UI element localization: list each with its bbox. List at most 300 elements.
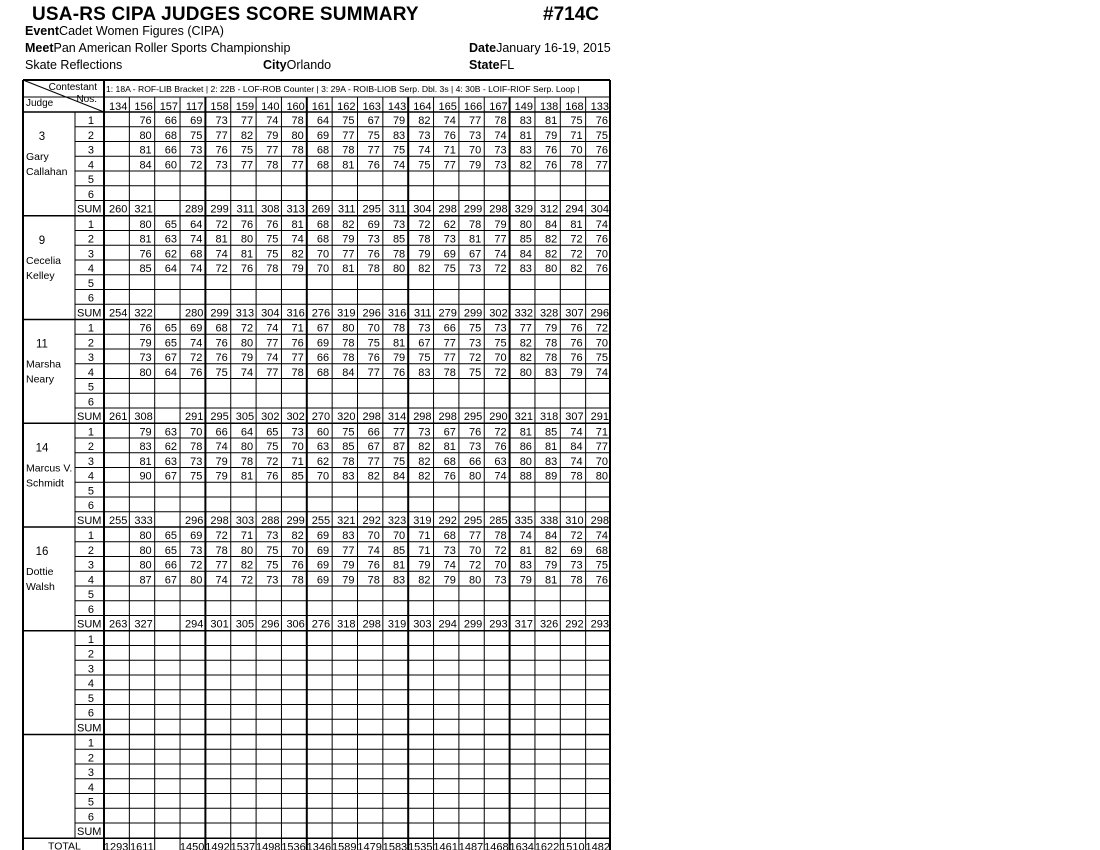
score-cell: 73 [469,129,482,142]
total-cell: 1611 [130,841,154,850]
score-cell: 74 [190,233,203,246]
sum-cell: 313 [235,307,255,320]
score-cell: 76 [443,470,456,483]
score-cell: 73 [215,115,228,127]
figure-row-label: 1 [87,218,94,231]
total-cell: 1461 [433,841,458,850]
score-cell: 60 [164,159,178,172]
score-cell: 76 [570,352,583,364]
score-cell: 81 [240,248,254,261]
score-cell: 79 [418,248,431,261]
sum-cell: 321 [134,203,153,216]
score-cell: 65 [164,530,178,542]
score-cell: 82 [418,263,431,275]
score-cell: 70 [316,248,330,261]
sum-cell: 312 [539,203,559,216]
score-cell: 66 [469,455,482,468]
score-cell: 83 [519,115,532,127]
sum-cell: 298 [210,514,229,527]
score-cell: 69 [316,337,330,350]
judge-last-name: Callahan [26,166,68,178]
score-cell: 74 [595,530,608,542]
sum-row-label: SUM [77,826,102,838]
score-cell: 80 [139,544,152,557]
score-cell: 70 [595,248,608,261]
score-cell: 60 [316,426,330,439]
total-label: TOTAL [48,840,81,850]
figure-row-label: 5 [87,796,94,809]
sum-cell: 291 [185,411,204,423]
score-cell: 74 [570,455,583,468]
score-cell: 76 [545,159,558,172]
judge-column-label: Judge [26,98,54,109]
score-cell: 73 [469,441,482,453]
score-cell: 68 [316,144,330,157]
total-cell: 1583 [382,841,408,850]
sum-cell: 296 [590,307,609,320]
figure-row-label: 4 [87,574,94,587]
score-cell: 73 [469,263,482,275]
score-cell: 67 [367,441,380,453]
judge-last-name: Neary [26,373,55,386]
sum-cell: 292 [362,514,381,527]
score-cell: 76 [367,559,380,572]
score-cell: 68 [164,129,178,142]
score-cell: 77 [443,159,456,172]
figure-row-label: 6 [87,396,94,409]
sum-cell: 292 [438,514,457,527]
sum-cell: 308 [261,203,280,216]
sum-cell: 303 [235,514,255,527]
score-cell: 76 [190,366,203,379]
score-cell: 82 [418,115,431,127]
score-cell: 63 [316,441,330,453]
score-cell: 85 [519,233,532,246]
score-cell: 71 [570,129,583,142]
score-cell: 77 [266,366,279,379]
score-cell: 78 [392,322,406,335]
date-label: Date [469,41,497,55]
score-cell: 73 [418,129,431,142]
sum-cell: 314 [387,411,407,423]
score-cell: 70 [494,352,507,364]
score-cell: 62 [164,248,178,261]
sum-cell: 276 [311,618,331,631]
contestant-number: 138 [539,101,559,113]
contestant-number: 143 [387,101,407,113]
sum-cell: 295 [210,411,229,423]
score-cell: 73 [139,352,152,364]
score-cell: 73 [494,574,507,587]
sum-cell: 291 [590,411,609,423]
sum-cell: 303 [413,618,432,631]
score-cell: 75 [266,248,279,261]
score-cell: 88 [519,470,532,483]
score-cell: 80 [190,574,203,587]
score-cell: 72 [240,322,254,335]
judge-last-name: Walsh [26,581,55,593]
score-cell: 77 [291,352,304,364]
score-cell: 75 [392,455,406,468]
score-cell: 74 [418,144,431,157]
score-cell: 71 [240,530,254,542]
score-cell: 73 [443,233,456,246]
score-cell: 73 [367,233,380,246]
score-cell: 72 [215,530,228,542]
score-cell: 78 [291,366,304,379]
score-cell: 78 [266,263,279,275]
contestant-nos-label: Nos. [76,94,97,105]
score-cell: 76 [367,352,380,364]
sum-cell: 301 [210,618,229,631]
score-cell: 79 [240,352,254,364]
judge-first-name: Gary [26,151,49,163]
figure-row-label: 5 [87,381,94,394]
score-cell: 77 [215,559,228,572]
score-cell: 76 [266,218,279,231]
score-cell: 78 [342,144,355,157]
figure-row-label: 6 [87,500,94,512]
sum-cell: 311 [414,307,432,320]
score-cell: 74 [190,337,203,350]
score-cell: 77 [266,337,279,350]
score-cell: 76 [595,263,608,275]
score-cell: 78 [342,337,355,350]
score-cell: 77 [443,352,456,364]
contestant-number: 163 [362,101,381,113]
score-cell: 81 [519,426,532,439]
figure-row-label: 3 [87,559,94,572]
score-cell: 68 [443,455,456,468]
sum-cell: 318 [539,411,559,423]
score-cell: 79 [392,352,406,364]
score-cell: 66 [215,426,228,439]
score-cell: 81 [291,218,304,231]
score-cell: 72 [494,544,507,557]
contestant-number: 166 [463,101,483,113]
score-cell: 80 [519,218,532,231]
score-cell: 85 [291,470,304,483]
score-cell: 70 [570,144,583,157]
score-cell: 76 [367,159,380,172]
sum-cell: 299 [210,307,229,320]
score-cell: 75 [494,337,507,350]
score-cell: 64 [316,115,330,127]
sum-cell: 293 [489,618,508,631]
score-cell: 63 [164,426,178,439]
contestant-number: 167 [489,101,508,113]
score-cell: 78 [240,455,254,468]
contestant-number: 149 [514,101,533,113]
sum-cell: 295 [463,514,483,527]
score-cell: 78 [570,159,583,172]
score-cell: 82 [418,574,431,587]
sum-cell: 313 [286,203,305,216]
score-cell: 75 [266,233,279,246]
score-cell: 79 [139,426,152,439]
contestant-label: Contestant [48,82,97,93]
score-cell: 82 [519,352,532,364]
judge-first-name: Dottie [26,566,54,578]
score-cell: 76 [595,574,608,587]
score-cell: 78 [392,248,406,261]
score-cell: 76 [240,218,254,231]
score-cell: 73 [266,530,279,542]
score-cell: 84 [545,218,558,231]
score-cell: 80 [240,441,254,453]
score-cell: 69 [190,115,203,127]
score-cell: 79 [545,322,558,335]
score-cell: 78 [291,574,304,587]
score-cell: 81 [545,115,558,127]
figure-row-label: 6 [87,603,94,616]
score-cell: 72 [190,559,203,572]
score-cell: 75 [342,426,355,439]
sum-cell: 311 [236,203,255,216]
score-cell: 70 [190,426,203,439]
sum-row-label: SUM [77,411,102,423]
sum-cell: 298 [438,203,457,216]
sum-cell: 326 [539,618,559,631]
score-cell: 79 [215,455,228,468]
sum-cell: 302 [286,411,305,423]
sum-cell: 319 [337,307,356,320]
score-cell: 73 [266,574,279,587]
score-cell: 75 [392,144,406,157]
score-cell: 74 [494,129,507,142]
sum-cell: 294 [185,618,204,631]
score-cell: 69 [316,544,330,557]
score-cell: 80 [139,218,152,231]
score-cell: 76 [494,441,507,453]
score-cell: 84 [139,159,152,172]
score-cell: 75 [418,352,431,364]
score-cell: 79 [494,218,507,231]
sum-cell: 302 [261,411,280,423]
total-cell: 1346 [306,841,332,850]
sum-cell: 316 [286,307,305,320]
score-cell: 68 [595,544,608,557]
score-cell: 64 [164,263,178,275]
figure-row-label: 4 [87,678,94,690]
score-cell: 72 [190,352,203,364]
figure-row-label: 1 [87,737,94,750]
score-cell: 79 [215,470,228,483]
score-cell: 82 [291,248,304,261]
score-cell: 73 [494,159,507,172]
figure-row-label: 4 [87,366,94,379]
state-label: State [469,58,500,72]
score-cell: 82 [545,544,558,557]
sum-cell: 292 [565,618,584,631]
score-cell: 69 [316,574,330,587]
sum-cell: 280 [185,307,204,320]
score-cell: 74 [291,233,304,246]
figure-row-label: 1 [87,322,94,335]
score-cell: 62 [316,455,330,468]
contestant-number: 164 [413,101,432,113]
score-cell: 80 [240,233,254,246]
score-cell: 76 [570,337,583,350]
score-cell: 79 [443,574,456,587]
figure-row-label: 4 [87,781,94,794]
judge-number: 14 [35,442,49,455]
score-cell: 67 [418,337,431,350]
score-cell: 72 [595,322,608,335]
contestant-number: 117 [185,101,204,113]
score-cell: 72 [469,352,482,364]
score-cell: 70 [367,322,380,335]
sum-cell: 302 [489,307,508,320]
score-cell: 73 [392,218,406,231]
score-cell: 79 [139,337,152,350]
score-cell: 67 [469,248,482,261]
score-cell: 79 [418,559,431,572]
sum-cell: 310 [565,514,584,527]
contestant-number: 157 [159,101,179,113]
score-cell: 73 [469,337,482,350]
score-cell: 75 [595,352,608,364]
score-cell: 69 [570,544,583,557]
score-cell: 84 [570,441,583,453]
sum-cell: 304 [413,203,432,216]
score-cell: 78 [190,441,203,453]
score-cell: 76 [595,233,608,246]
sum-cell: 261 [108,411,128,423]
sum-cell: 298 [362,411,381,423]
score-cell: 81 [342,263,355,275]
figure-row-label: 2 [87,752,94,765]
score-cell: 79 [266,129,279,142]
figure-row-label: 1 [87,115,94,127]
figure-row-label: 4 [87,263,94,275]
score-cell: 79 [469,159,482,172]
score-cell: 77 [469,115,482,127]
score-cell: 83 [342,470,355,483]
score-cell: 63 [494,455,507,468]
judge-number: 3 [38,131,46,143]
score-cell: 84 [342,366,355,379]
score-cell: 73 [291,426,304,439]
score-cell: 74 [443,559,456,572]
figure-row-label: 2 [87,544,94,557]
score-cell: 74 [519,530,532,542]
score-cell: 81 [545,574,558,587]
score-cell: 77 [367,455,380,468]
score-cell: 70 [595,455,608,468]
score-cell: 77 [291,159,304,172]
score-cell: 74 [240,366,254,379]
sum-cell: 298 [362,618,381,631]
score-cell: 76 [215,144,228,157]
sum-cell: 255 [311,514,331,527]
score-cell: 73 [443,544,456,557]
score-cell: 81 [392,337,406,350]
score-cell: 75 [240,144,254,157]
sum-cell: 328 [539,307,559,320]
sum-cell: 319 [413,514,432,527]
judge-first-name: Marcus V. [26,462,73,475]
score-cell: 76 [215,352,228,364]
score-cell: 76 [595,115,608,127]
score-cell: 65 [266,426,279,439]
sum-cell: 296 [261,618,280,631]
sum-cell: 295 [362,203,381,216]
score-cell: 79 [342,559,355,572]
total-cell: 1589 [332,841,357,850]
score-cell: 66 [164,115,178,127]
score-cell: 71 [291,322,304,335]
sum-cell: 322 [134,307,153,320]
score-cell: 72 [494,366,507,379]
score-cell: 75 [266,544,279,557]
score-cell: 80 [595,470,608,483]
score-cell: 83 [519,144,532,157]
total-cell: 1535 [408,841,433,850]
score-cell: 78 [418,233,431,246]
score-cell: 77 [342,248,355,261]
score-cell: 75 [190,470,203,483]
score-cell: 80 [519,455,532,468]
score-cell: 69 [190,530,203,542]
score-cell: 75 [418,159,431,172]
score-cell: 77 [469,530,482,542]
score-cell: 80 [342,322,355,335]
score-cell: 76 [139,322,152,335]
score-cell: 72 [469,559,482,572]
sum-cell: 327 [134,618,153,631]
score-cell: 79 [342,233,355,246]
score-cell: 85 [139,263,152,275]
figure-row-label: 5 [87,174,94,186]
score-cell: 82 [570,263,583,275]
score-cell: 74 [215,574,228,587]
score-cell: 79 [519,574,532,587]
score-cell: 68 [316,366,330,379]
score-cell: 74 [215,248,228,261]
score-cell: 69 [316,559,330,572]
score-cell: 71 [595,426,608,439]
score-cell: 70 [494,559,507,572]
sum-cell: 285 [489,514,508,527]
score-cell: 71 [443,144,456,157]
score-cell: 75 [190,129,203,142]
score-cell: 82 [418,455,431,468]
page-title: USA-RS CIPA JUDGES SCORE SUMMARY [32,4,419,25]
score-cell: 73 [494,322,507,335]
score-cell: 70 [392,530,406,542]
score-cell: 71 [418,530,431,542]
score-cell: 73 [190,455,203,468]
score-cell: 70 [291,441,304,453]
score-cell: 73 [190,544,203,557]
sum-cell: 298 [413,411,432,423]
score-cell: 76 [291,337,304,350]
score-cell: 85 [342,441,355,453]
sum-cell: 294 [438,618,457,631]
figure-row-label: 2 [87,648,94,661]
score-cell: 78 [266,159,279,172]
score-cell: 69 [190,322,203,335]
score-cell: 81 [342,159,355,172]
score-cell: 66 [316,352,330,364]
score-cell: 79 [570,366,583,379]
score-cell: 81 [139,455,152,468]
sum-cell: 296 [362,307,381,320]
score-cell: 82 [545,233,558,246]
score-cell: 78 [469,218,482,231]
score-cell: 84 [519,248,532,261]
